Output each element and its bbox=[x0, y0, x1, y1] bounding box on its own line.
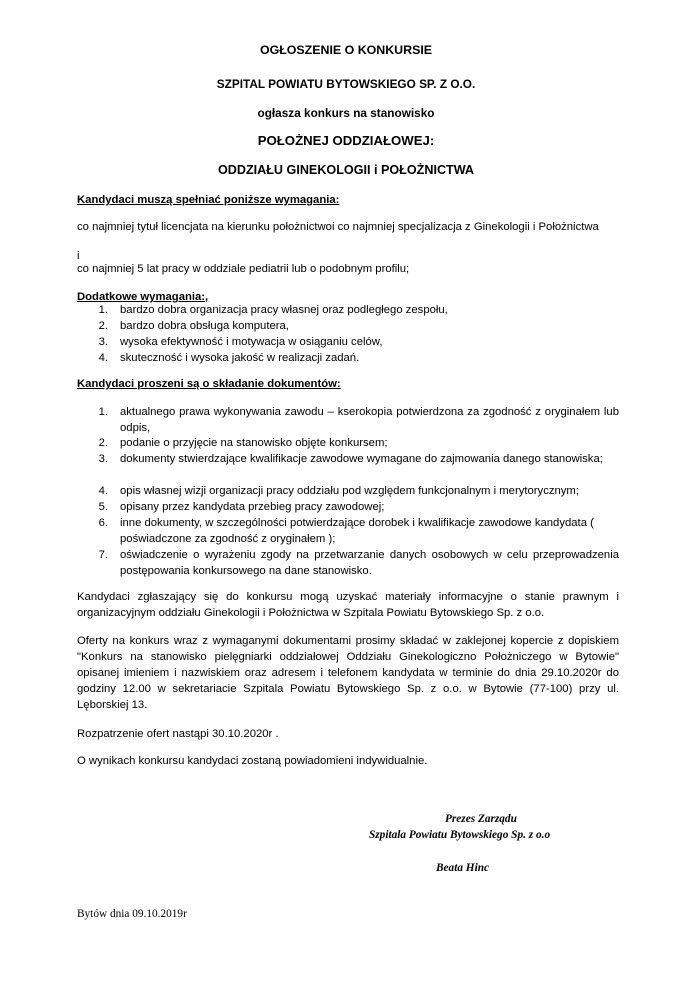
list-item: aktualnego prawa wykonywania zawodu – kserokopia potwierdzona za zgodność z oryginałem lub odpis, bbox=[120, 406, 619, 434]
list-item-number: 2. bbox=[98, 320, 108, 332]
list-item-number: 1. bbox=[98, 406, 108, 418]
list-item: wysoka efektywność i motywacja w osiąganiu celów, bbox=[120, 336, 383, 348]
info-paragraph: Kandydaci zgłaszający się do konkursu mogą uzyskać materiały informacyjne o stanie prawnym i organizacyjnym oddziału Ginekologii i Położnictwa w Szpitala Powiatu Bytowskiego Sp. z o.o. bbox=[77, 591, 619, 619]
documents-heading: Kandydaci proszeni są o składanie dokumentów: bbox=[77, 378, 341, 390]
position-title: POŁOŻNEJ ODDZIAŁOWEJ: bbox=[257, 133, 435, 148]
documents-list bbox=[0, 405, 692, 577]
signature-role: Prezes Zarządu bbox=[445, 813, 517, 825]
list-item-number: 4. bbox=[98, 485, 108, 497]
hospital-name: SZPITAL POWIATU BYTOWSKIEGO SP. Z O.O. bbox=[216, 77, 476, 91]
list-item-number: 5. bbox=[98, 501, 108, 513]
announcement-title: OGŁOSZENIE O KONKURSIE bbox=[259, 43, 433, 57]
list-item: bardzo dobra obsługa komputera, bbox=[120, 320, 289, 332]
list-item: oświadczenie o wyrażeniu zgody na przetwarzanie danych osobowych w celu przeprowadzenia postępowania konkursowego na dane stanowisko. bbox=[120, 549, 619, 577]
list-item: opis własnej wizji organizacji pracy oddziału pod względem funkcjonalnym i merytorycznym; bbox=[120, 485, 579, 497]
list-item-number: 2. bbox=[98, 437, 108, 449]
results-paragraph: O wynikach konkursu kandydaci zostaną powiadomieni indywidualnie. bbox=[77, 755, 428, 767]
requirement-experience: co najmniej 5 lat pracy w oddziale pediatrii lub o podobnym profilu; bbox=[77, 263, 410, 275]
list-item: skuteczność i wysoka jakość w realizacji zadań. bbox=[120, 352, 360, 364]
signature-name: Beata Hinc bbox=[436, 862, 490, 874]
additional-list bbox=[0, 303, 692, 367]
list-item-number: 3. bbox=[98, 336, 108, 348]
offers-paragraph: Oferty na konkurs wraz z wymaganymi dokumentami prosimy składać w zaklejonej kopercie z dopiskiem "Konkurs na stanowisko pielęgniarki oddziałowej Oddziału Ginekologiczno Położniczego w Bytowie" opisanej imieniem i nazwiskiem oraz adresem i telefonem kandydata w terminie do dnia 29.10.2020r do godziny 12.00 w sekretariacie Szpitala Powiatu Bytowskiego Sp. z o.o. w Bytowie (77-100) przy ul. Lęborskiej 13. bbox=[77, 635, 619, 711]
department-title: ODDZIAŁU GINEKOLOGII i POŁOŻNICTWA bbox=[217, 163, 475, 177]
requirements-heading: Kandydaci muszą spełniać poniższe wymagania: bbox=[77, 194, 340, 206]
announces-line: ogłasza konkurs na stanowisko bbox=[257, 106, 435, 120]
list-item: inne dokumenty, w szczególności potwierdzające dorobek i kwalifikacje zawodowe kandydata ( poświadczone za zgodność z oryginałem ); bbox=[120, 517, 594, 545]
list-item: podanie o przyjęcie na stanowisko objęte konkursem; bbox=[120, 437, 388, 449]
review-date-paragraph: Rozpatrzenie ofert nastąpi 30.10.2020r . bbox=[77, 728, 279, 740]
list-item: opisany przez kandydata przebieg pracy zawodowej; bbox=[120, 501, 385, 513]
list-item-number: 7. bbox=[98, 549, 108, 561]
list-item-number: 1. bbox=[98, 304, 108, 316]
list-item: bardzo dobra organizacja pracy własnej oraz podległego zespołu, bbox=[120, 304, 448, 316]
list-item-number: 4. bbox=[98, 352, 108, 364]
list-item-number: 6. bbox=[98, 517, 108, 529]
signature-organization: Szpitala Powiatu Bytowskiego Sp. z o.o bbox=[369, 829, 551, 841]
place-date: Bytów dnia 09.10.2019r bbox=[77, 908, 187, 920]
list-item: dokumenty stwierdzające kwalifikacje zawodowe wymagane do zajmowania danego stanowiska; bbox=[120, 453, 603, 465]
list-item-number: 3. bbox=[98, 453, 108, 465]
requirement-conjunction: i bbox=[77, 250, 80, 262]
requirement-education: co najmniej tytuł licencjata na kierunku położnictwoi co najmniej specjalizacja z Ginekologii i Położnictwa bbox=[77, 221, 599, 233]
additional-heading: Dodatkowe wymagania:, bbox=[77, 291, 209, 303]
